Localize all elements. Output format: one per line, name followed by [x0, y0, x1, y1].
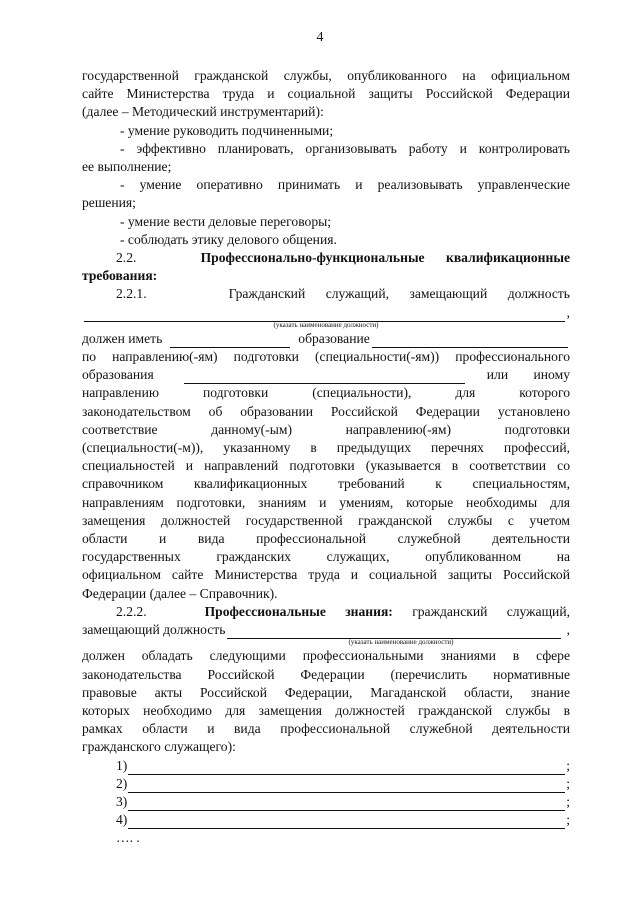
- s2221-line-5: соответствие данному(-ым) направлению(-ям) подготовки: [82, 421, 570, 437]
- must-have-label: должен иметь: [82, 330, 163, 346]
- section-2-2-1-lead-text: Гражданский служащий, замещающий должность: [228, 286, 571, 302]
- education-label: образование: [298, 330, 370, 346]
- page-number: 4: [316, 30, 324, 45]
- knowledge-item-3-blank[interactable]: [128, 797, 565, 811]
- section-2-2-1-lead: [82, 285, 570, 303]
- s2221-line-9: направлениям подготовки, знаниям и умениям, которые необходимы для: [82, 494, 570, 510]
- position-caption-1: (указать наименование должности): [273, 320, 379, 329]
- s2222-line-2: законодательства Российской Федерации (перечислить нормативные: [82, 666, 570, 682]
- knowledge-item-1: [82, 757, 570, 775]
- position-name-row-2: [82, 621, 570, 639]
- section-2-2-2-title: Профессиональные знания:: [204, 603, 393, 619]
- intro-line-2: сайте Министерства труда и социальной защиты Российской Федерации: [82, 86, 570, 102]
- skill-item-3-cont: решения;: [82, 195, 136, 211]
- s2221-line-8: справочником квалификационных требований к специальностям,: [82, 476, 570, 492]
- knowledge-item-4: [82, 811, 570, 829]
- knowledge-item-3: [82, 793, 570, 811]
- section-2-2-2-lead2: замещающий должность: [82, 622, 226, 638]
- knowledge-item-4-number: 4): [116, 812, 128, 828]
- s2221-line-12: государственных гражданских служащих, опубликованном на: [82, 549, 570, 565]
- skill-item-1: - умение руководить подчиненными;: [120, 122, 334, 138]
- skill-item-2-cont: ее выполнение;: [82, 159, 172, 175]
- s2222-line-4: которых необходимо для замещения должностей гражданской службы в: [82, 702, 570, 718]
- section-2-2-2-lead: [82, 603, 570, 621]
- s2221-line-2-row: [82, 366, 570, 384]
- position-name-blank-1[interactable]: [84, 308, 565, 322]
- section-2-2-heading: [82, 249, 570, 267]
- skill-item-5: - соблюдать этику делового общения.: [120, 231, 337, 247]
- knowledge-item-2-end: ;: [566, 775, 570, 791]
- s2221-line-13: официальном сайте Министерства труда и социальной защиты Российской: [82, 567, 570, 583]
- education-level-blank[interactable]: [170, 334, 290, 348]
- skill-item-4: - умение вести деловые переговоры;: [120, 213, 332, 229]
- position-name-blank-2[interactable]: [227, 625, 560, 639]
- education-row: [82, 330, 570, 348]
- position-name-row-1: [82, 304, 570, 322]
- knowledge-item-1-blank[interactable]: [128, 761, 565, 775]
- s2222-line-6: гражданского служащего):: [82, 739, 236, 755]
- s2221-line-6: (специальности(-м)), указанному в предыдущих перечнях профессий,: [82, 440, 570, 456]
- list-ellipsis: …. .: [116, 830, 140, 846]
- knowledge-item-4-blank[interactable]: [128, 815, 565, 829]
- section-2-2-title: Профессионально-функциональные квалификационные: [200, 250, 570, 266]
- s2221-line-10: замещения должностей государственной гражданской службы с учетом: [82, 512, 570, 528]
- section-2-2-title-cont: требования:: [82, 268, 158, 284]
- s2221-line-14: Федерации (далее – Справочник).: [82, 585, 278, 601]
- knowledge-item-1-end: ;: [566, 757, 570, 773]
- knowledge-item-1-number: 1): [116, 757, 128, 773]
- skill-item-2: - эффективно планировать, организовывать работу и контролировать: [120, 140, 570, 156]
- section-2-2-heading-cont: [82, 267, 570, 285]
- education-type-blank[interactable]: [372, 334, 568, 348]
- intro-line-3: (далее – Методический инструментарий):: [82, 104, 324, 120]
- s2221-line-11: области и вида профессиональной служебной деятельности: [82, 531, 570, 547]
- intro-line-1: государственной гражданской службы, опубликованного на официальном: [82, 68, 570, 83]
- skill-item-3: - умение оперативно принимать и реализовывать управленческие: [120, 177, 570, 193]
- section-2-2-2-lead-rest: гражданский служащий,: [412, 603, 571, 619]
- specialty-blank[interactable]: [184, 370, 465, 384]
- knowledge-item-2: [82, 775, 570, 793]
- s2221-line-1: по направлению(-ям) подготовки (специальности(-ям)) профессионального: [82, 349, 570, 365]
- s2221-line-2-tail: или иному: [486, 367, 570, 383]
- s2222-line-3: правовые акты Российской Федерации, Магаданской области, знание: [82, 684, 570, 700]
- s2221-line-2: образования: [82, 367, 154, 383]
- s2222-line-5: рамках области и вида профессиональной служебной деятельности: [82, 721, 570, 737]
- knowledge-item-3-number: 3): [116, 793, 128, 809]
- s2221-line-7: специальностей и направлений подготовки (указывается в соответствии со: [82, 458, 570, 474]
- s2221-line-4: законодательством об образовании Российской Федерации установлено: [82, 403, 570, 419]
- knowledge-item-2-number: 2): [116, 775, 128, 791]
- knowledge-item-2-blank[interactable]: [128, 779, 565, 793]
- section-2-2-number: 2.2.: [116, 250, 137, 266]
- s2221-line-3: направлению подготовки (специальности), для которого: [82, 385, 570, 401]
- position-caption-2: (указать наименование должности): [348, 638, 454, 647]
- knowledge-item-4-end: ;: [566, 812, 570, 828]
- section-2-2-1-number: 2.2.1.: [116, 286, 147, 302]
- section-2-2-2-number: 2.2.2.: [116, 603, 147, 619]
- s2222-line-1: должен обладать следующими профессиональными знаниями в сфере: [82, 648, 570, 664]
- document-body: [82, 67, 570, 848]
- position-comma-2: ,: [566, 622, 570, 638]
- knowledge-item-3-end: ;: [566, 793, 570, 809]
- position-comma-1: ,: [566, 304, 570, 320]
